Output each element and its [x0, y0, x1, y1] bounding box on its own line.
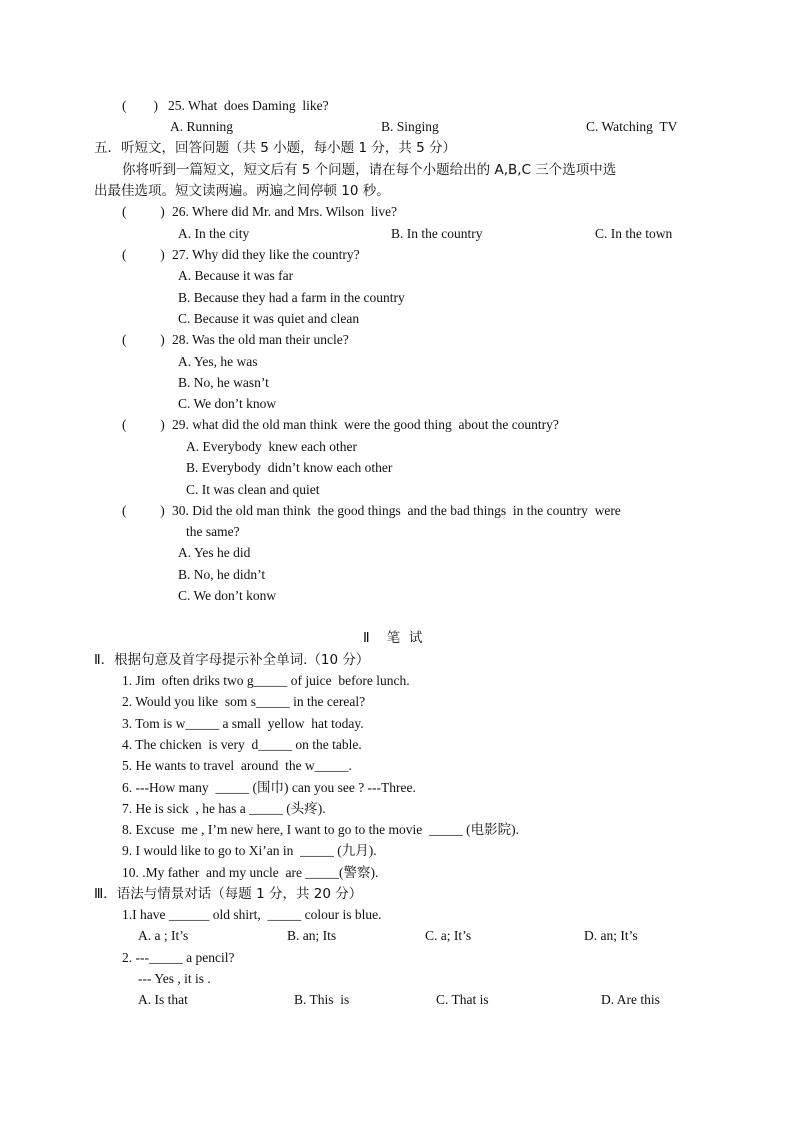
q25-paren: ( ): [122, 98, 158, 113]
q26-option-c: C. In the town: [595, 226, 673, 241]
q30-paren: ( ): [122, 503, 165, 518]
section2-item-1: 1. Jim often driks two g_____ of juice before lunch.: [122, 673, 410, 688]
q28-option-a: A. Yes, he was: [178, 354, 258, 369]
q27-question: 27. Why did they like the country?: [172, 247, 360, 262]
q25-option-c: C. Watching TV: [586, 119, 678, 134]
section3-heading: Ⅲ．语法与情景对话（每题 1 分，共 20 分）: [94, 886, 363, 902]
s3-q1-option-b: B. an; Its: [287, 928, 337, 943]
section5-intro-line1: 你将听到一篇短文，短文后有 5 个问题，请在每个小题给出的 A,B,C 三个选项中选: [122, 162, 617, 178]
q27-option-b: B. Because they had a farm in the country: [178, 290, 405, 305]
q27-option-c: C. Because it was quiet and clean: [178, 311, 360, 326]
s3-q2-option-d: D. Are this: [601, 992, 660, 1007]
section2-item-2: 2. Would you like som s_____ in the cereal?: [122, 694, 366, 709]
q29-question: 29. what did the old man think were the good thing about the country?: [172, 417, 559, 432]
section5-intro-line2: 出最佳选项。短文读两遍。两遍之间停顿 10 秒。: [94, 183, 390, 199]
q26-question: 26. Where did Mr. and Mrs. Wilson live?: [172, 204, 398, 219]
s3-q2-question: 2. ---_____ a pencil?: [122, 950, 235, 965]
q30-question: 30. Did the old man think the good things and the bad things in the country were: [172, 503, 621, 518]
s3-q2-answer: --- Yes , it is .: [138, 971, 211, 986]
q28-question: 28. Was the old man their uncle?: [172, 332, 349, 347]
q30-option-a: A. Yes he did: [178, 545, 251, 560]
q29-option-a: A. Everybody knew each other: [186, 439, 357, 454]
s3-q2-option-a: A. Is that: [138, 992, 188, 1007]
s3-q1-option-d: D. an; It’s: [584, 928, 638, 943]
q29-option-b: B. Everybody didn’t know each other: [186, 460, 393, 475]
section2-item-8: 8. Excuse me , I’m new here, I want to go to the movie _____ (电影院).: [122, 822, 520, 837]
q28-paren: ( ): [122, 332, 165, 347]
q28-option-c: C. We don’t know: [178, 396, 277, 411]
q29-paren: ( ): [122, 417, 165, 432]
q27-option-a: A. Because it was far: [178, 268, 294, 283]
q26-option-b: B. In the country: [391, 226, 483, 241]
section2-item-3: 3. Tom is w_____ a small yellow hat today.: [122, 716, 364, 731]
section2-item-6: 6. ---How many _____ (围巾) can you see ? ---Three.: [122, 780, 416, 795]
q30-question-cont: the same?: [186, 524, 240, 539]
q30-option-b: B. No, he didn’t: [178, 567, 266, 582]
written-test-title: Ⅱ 笔 试: [363, 630, 423, 646]
s3-q1-option-c: C. a; It’s: [425, 928, 472, 943]
section2-item-7: 7. He is sick , he has a _____ (头疼).: [122, 801, 326, 816]
s3-q1-option-a: A. a ; It’s: [138, 928, 189, 943]
q30-option-c: C. We don’t konw: [178, 588, 277, 603]
section2-item-4: 4. The chicken is very d_____ on the table.: [122, 737, 362, 752]
s3-q2-option-c: C. That is: [436, 992, 489, 1007]
q27-paren: ( ): [122, 247, 165, 262]
section2-item-10: 10. .My father and my uncle are _____(警察).: [122, 865, 379, 880]
s3-q1-question: 1.I have ______ old shirt, _____ colour is blue.: [122, 907, 382, 922]
s3-q2-option-b: B. This is: [294, 992, 350, 1007]
q25-question: 25. What does Daming like?: [168, 98, 329, 113]
q25-option-b: B. Singing: [381, 119, 439, 134]
q29-option-c: C. It was clean and quiet: [186, 482, 320, 497]
section2-heading: Ⅱ．根据句意及首字母提示补全单词.（10 分）: [94, 652, 370, 668]
q28-option-b: B. No, he wasn’t: [178, 375, 269, 390]
section2-item-9: 9. I would like to go to Xi’an in _____ (九月).: [122, 843, 377, 858]
section2-item-5: 5. He wants to travel around the w_____.: [122, 758, 352, 773]
q26-option-a: A. In the city: [178, 226, 250, 241]
q26-paren: ( ): [122, 204, 165, 219]
q25-option-a: A. Running: [170, 119, 234, 134]
section5-heading: 五．听短文，回答问题（共 5 小题，每小题 1 分，共 5 分）: [94, 140, 457, 156]
